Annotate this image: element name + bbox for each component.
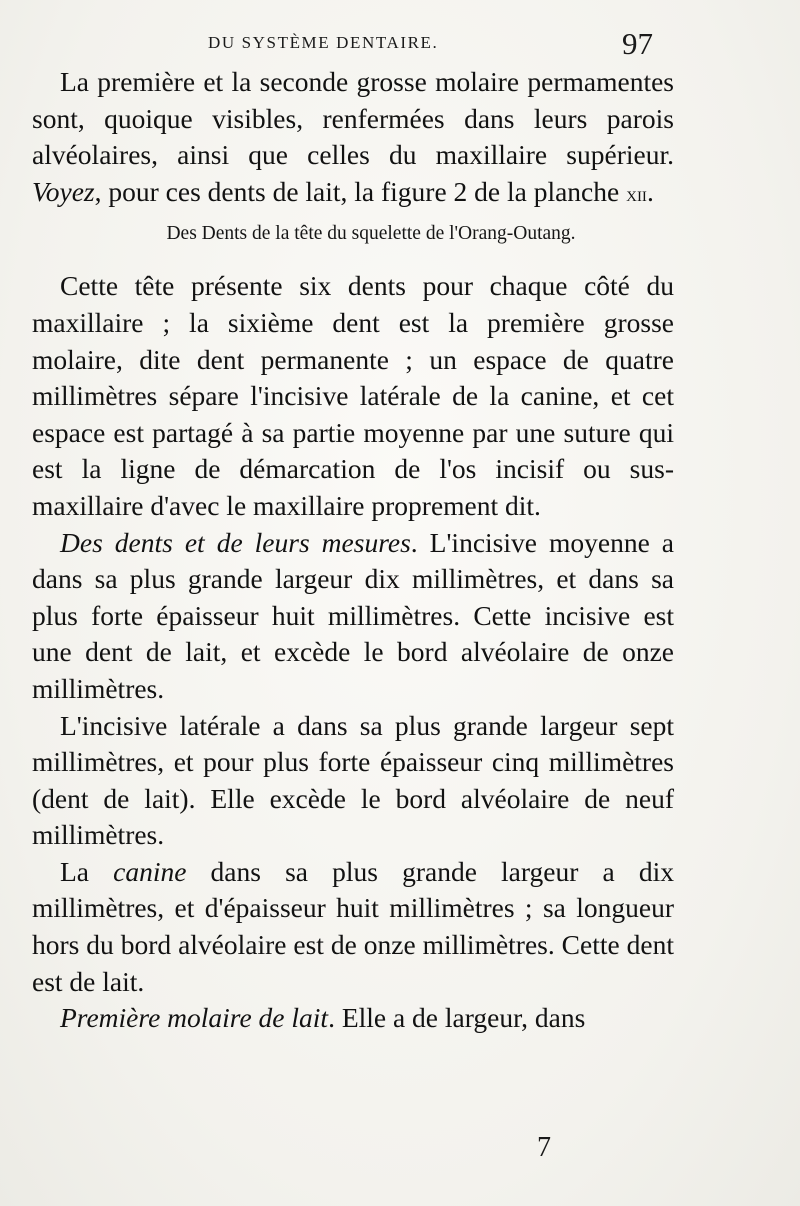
paragraph-5-italic: canine xyxy=(113,855,187,887)
paragraph-1-italic: Voyez xyxy=(32,175,95,207)
running-head xyxy=(0,26,800,61)
paragraph-3-italic: Des dents et de leurs mesures xyxy=(60,526,411,558)
paragraph-3-rest: . L'incisive moyenne a dans sa plus grande largeur dix millimètres, et dans sa plus forte épaisseur huit millimètres. Cette incisive est une dent de lait, et excède le bord alvéolaire de onze millimètres. xyxy=(32,526,675,704)
paragraph-5-start: La xyxy=(60,855,114,887)
paragraph-6-rest: . Elle a de largeur, dans xyxy=(328,1002,586,1034)
paragraph-5 xyxy=(32,854,674,1000)
paragraph-6 xyxy=(32,1000,674,1037)
body-text xyxy=(32,64,674,1037)
running-head-title: DU SYSTÈME DENTAIRE. xyxy=(208,33,439,52)
section-subheading: Des Dents de la tête du squelette de l'Orang-Outang. xyxy=(166,223,576,245)
paragraph-5-rest: dans sa plus grande largeur a dix millimètres, et d'épaisseur huit millimètres ; sa longueur hors du bord alvéolaire est de onze millimètres. Cette dent est de lait. xyxy=(32,855,674,997)
paragraph-2: Cette tête présente six dents pour chaque côté du maxillaire ; la sixième dent est la première grosse molaire, dite dent permanente ; un espace de quatre millimètres sépare l'incisive latérale de la canine, et cet espace est partagé à sa partie moyenne par une suture qui est la ligne de démarcation de l'os incisif ou sus-maxillaire d'avec le maxillaire proprement dit. xyxy=(32,270,674,521)
paragraph-3 xyxy=(32,525,674,708)
paragraph-4: L'incisive latérale a dans sa plus grande largeur sept millimètres, et pour plus forte épaisseur cinq millimètres (dent de lait). Elle excède le bord alvéolaire de neuf millimètres. xyxy=(32,709,674,851)
signature-mark: 7 xyxy=(537,1132,551,1163)
paragraph-1 xyxy=(32,64,674,212)
paragraph-1-end: . xyxy=(646,175,654,207)
plate-number: xii xyxy=(626,180,647,206)
paragraph-6-italic: Première molaire de lait xyxy=(60,1002,329,1034)
page-number: 97 xyxy=(622,26,653,61)
paragraph-1-rest: , pour ces dents de lait, la figure 2 de la planche xyxy=(94,175,627,207)
paragraph-1-text: La première et la seconde grosse molaire permamentes sont, quoique visibles, renfermées dans leurs parois alvéolaires, ainsi que celles du maxillaire supérieur. xyxy=(32,66,674,171)
